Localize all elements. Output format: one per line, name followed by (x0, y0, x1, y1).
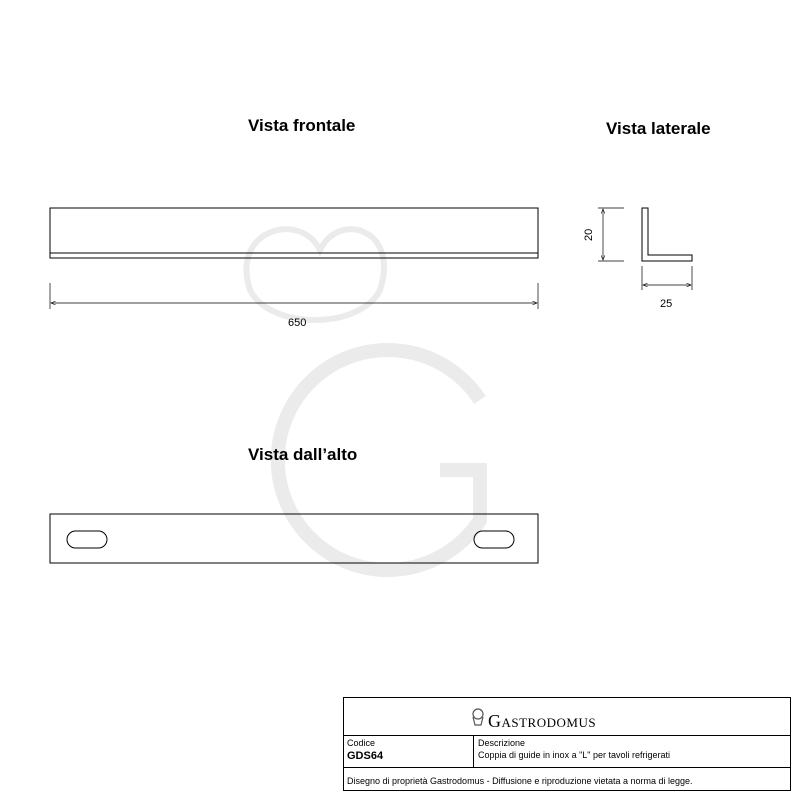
length-dimension-label: 650 (288, 317, 307, 329)
front-view-title: Vista frontale (248, 116, 356, 135)
title-block (343, 697, 791, 791)
slot-left (67, 531, 107, 548)
logo-row (344, 698, 790, 736)
side-view (642, 208, 692, 261)
side-view-title: Vista laterale (606, 119, 711, 138)
width-dimension-label: 25 (660, 298, 673, 310)
watermark-logo (246, 229, 480, 570)
chef-hat-logo-icon (470, 708, 486, 726)
height-dimension-label: 20 (583, 228, 595, 241)
description-label: Descrizione (478, 738, 526, 748)
code-value: GDS64 (347, 750, 384, 762)
info-row (344, 736, 790, 768)
brand-name: Gastrodomus (488, 711, 597, 731)
code-label: Codice (347, 738, 376, 748)
ownership-notice: Disegno di proprietà Gastrodomus - Diffusione e riproduzione vietata a norma di legge. (347, 776, 693, 786)
front-length-dimension (50, 283, 538, 309)
top-view-title: Vista dall’alto (248, 445, 358, 464)
description-value: Coppia di guide in inox a "L" per tavoli refrigerati (478, 750, 670, 760)
slot-right (474, 531, 514, 548)
code-cell (344, 736, 474, 767)
side-height-dimension (598, 208, 624, 261)
side-width-dimension (642, 266, 692, 290)
